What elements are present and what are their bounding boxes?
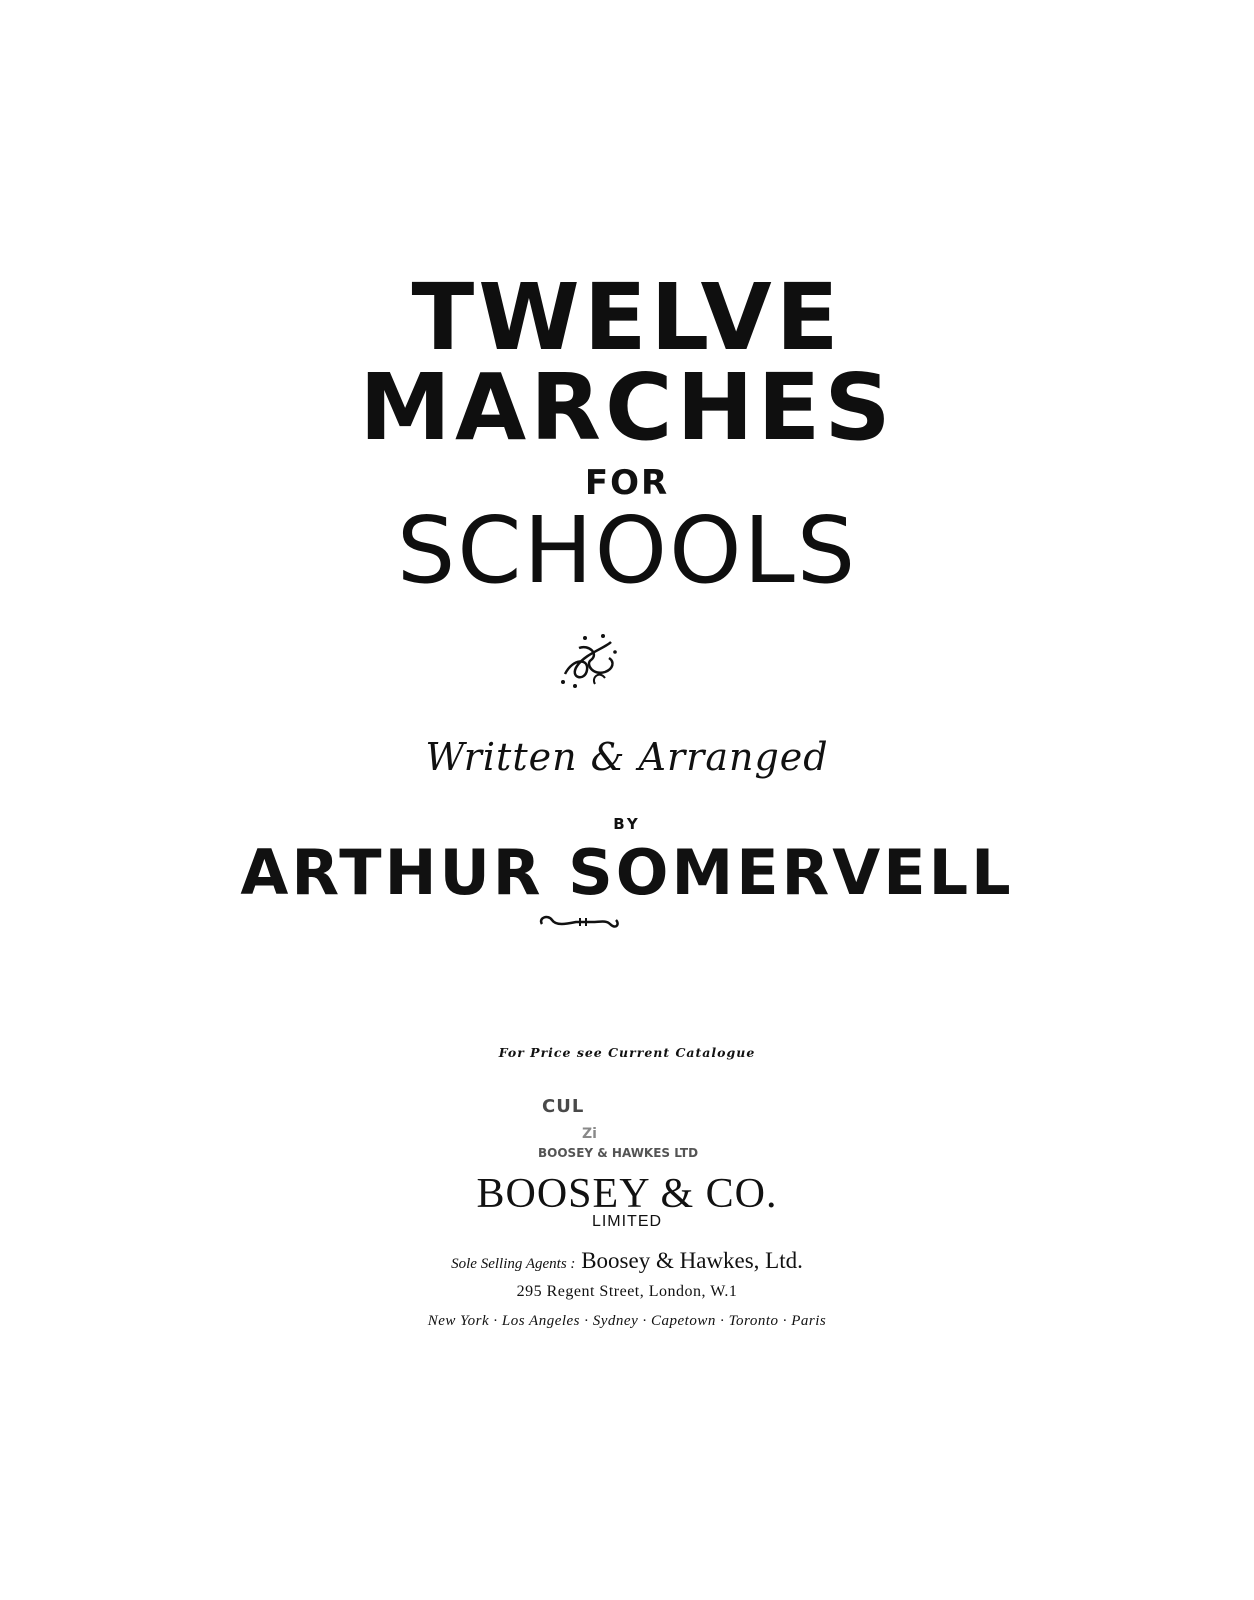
publisher-address: 295 Regent Street, London, W.1 xyxy=(516,1283,738,1300)
selling-agents-label: Sole Selling Agents : xyxy=(451,1256,576,1272)
title-line-twelve: TWELVE xyxy=(411,264,843,371)
title-line-marches: MARCHES xyxy=(359,354,895,461)
title-line-schools: SCHOOLS xyxy=(396,497,858,604)
stamp-text-line-1: CUL xyxy=(542,1096,585,1117)
publisher-limited: LIMITED xyxy=(591,1213,663,1230)
publisher-name: BOOSEY & CO. xyxy=(476,1171,778,1217)
selling-agents-line xyxy=(0,1248,1254,1274)
by-label: BY xyxy=(613,815,641,833)
price-note: For Price see Current Catalogue xyxy=(498,1045,756,1060)
author-name: ARTHUR SOMERVELL xyxy=(240,836,1014,909)
written-arranged-line: Written & Arranged xyxy=(425,735,829,779)
stamp-text-line-3: BOOSEY & HAWKES LTD xyxy=(538,1146,699,1160)
flourish-ornament-icon xyxy=(555,628,625,692)
publisher-cities: New York · Los Angeles · Sydney · Capetown · Toronto · Paris xyxy=(427,1313,827,1329)
selling-agents-name: Boosey & Hawkes, Ltd. xyxy=(581,1248,803,1273)
library-stamp xyxy=(536,1090,736,1170)
stamp-text-line-2: Zi xyxy=(582,1126,597,1142)
title-line-for: FOR xyxy=(584,463,670,503)
swash-ornament-icon xyxy=(536,912,622,934)
